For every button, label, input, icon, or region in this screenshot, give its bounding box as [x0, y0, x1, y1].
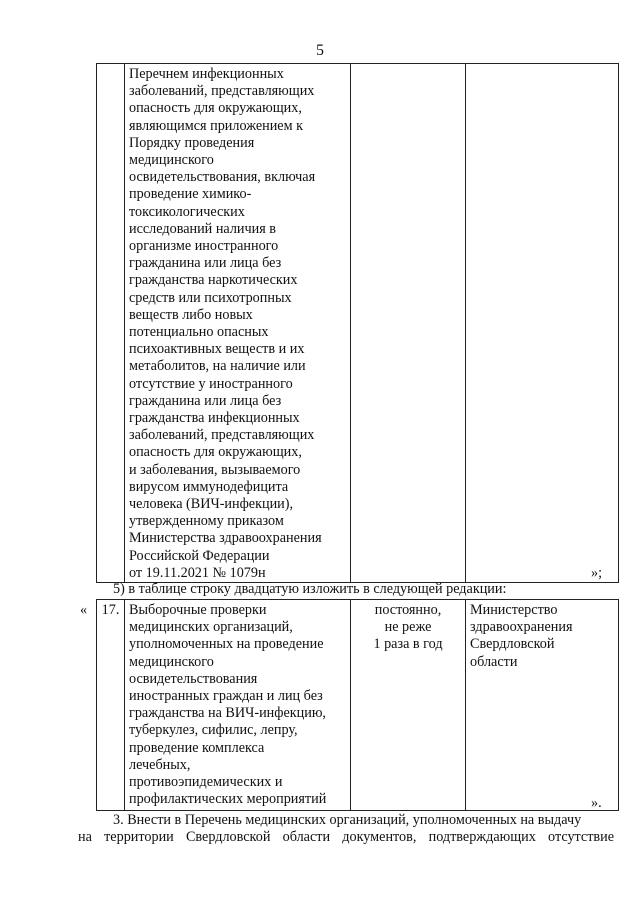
table-cell-description — [125, 64, 351, 583]
text-line: средств или психотропных — [129, 289, 292, 306]
text-line: Министерство — [470, 602, 558, 618]
text-line: опасность для окружающих, — [129, 444, 302, 461]
text-line: противоэпидемических и — [129, 774, 283, 791]
table-cell-responsible — [466, 64, 619, 583]
text-line: Свердловской — [470, 636, 555, 653]
opening-quote: « — [80, 602, 88, 618]
text-line: опасность для окружающих, — [129, 100, 302, 117]
text-line: Министерства здравоохранения — [129, 530, 322, 547]
text-line: профилактических мероприятий — [129, 791, 327, 808]
text-line: гражданства на ВИЧ-инфекцию, — [129, 705, 326, 722]
text-line: метаболитов, на наличие или — [129, 358, 306, 375]
text-line: Российской Федерации — [129, 547, 270, 564]
text-line: уполномоченных на проведение — [129, 636, 324, 653]
text-line: медицинского — [129, 152, 214, 169]
closing-quote: ». — [591, 795, 602, 811]
text-line: постоянно, — [374, 602, 442, 618]
text-line: освидетельствования — [129, 670, 258, 687]
text-line: исследований наличия в — [129, 220, 277, 237]
text-line: гражданства инфекционных — [129, 410, 300, 427]
text-line: не реже — [384, 619, 432, 636]
description-text — [125, 64, 350, 582]
text-line: вирусом иммунодефицита — [129, 478, 289, 495]
text-line: лечебных, — [129, 756, 191, 773]
text-line: Перечнем инфекционных — [129, 66, 284, 82]
text-line: гражданина или лица без — [129, 392, 282, 409]
responsible-text — [466, 600, 618, 671]
description-text — [125, 600, 350, 808]
text-line: организме иностранного — [129, 238, 279, 255]
text-line: утвержденному приказом — [129, 513, 284, 530]
text-line: Порядку проведения — [129, 134, 255, 151]
section-3-line-2: на территории Свердловской области документов, подтверждающих отсутствие — [78, 829, 614, 845]
text-line: Выборочные проверки — [129, 602, 267, 618]
text-line: психоактивных веществ и их — [129, 341, 305, 358]
table-row-17 — [96, 599, 619, 811]
instruction-text: 5) в таблице строку двадцатую изложить в следующей редакции: — [113, 581, 507, 597]
text-line: иностранных граждан и лиц без — [129, 688, 323, 705]
table-cell-period — [351, 600, 466, 811]
table-cell-description — [125, 600, 351, 811]
row-number: 17. — [101, 602, 120, 618]
table-cell-number — [97, 64, 125, 583]
text-line: гражданства наркотических — [129, 272, 298, 289]
closing-quote: »; — [591, 565, 603, 581]
text-line: проведение химико- — [129, 186, 252, 203]
table-cell-responsible — [466, 600, 619, 811]
text-line: от 19.11.2021 № 1079н — [129, 564, 266, 581]
text-line: человека (ВИЧ-инфекции), — [129, 496, 294, 513]
page-number: 5 — [316, 42, 324, 59]
text-line: и заболевания, вызываемого — [129, 461, 301, 478]
table-cell-period — [351, 64, 466, 583]
text-line: области — [470, 653, 518, 670]
text-line: туберкулез, сифилис, лепру, — [129, 722, 298, 739]
text-line: освидетельствования, включая — [129, 169, 316, 186]
period-text — [351, 600, 465, 654]
text-line: медицинских организаций, — [129, 619, 293, 636]
text-line: 1 раза в год — [373, 636, 443, 653]
text-line: заболеваний, представляющих — [129, 83, 315, 100]
text-line: проведение комплекса — [129, 739, 265, 756]
text-line: потенциально опасных — [129, 324, 269, 341]
text-line: являющимся приложением к — [129, 117, 304, 134]
table-continuation — [96, 63, 619, 583]
text-line: здравоохранения — [470, 619, 573, 636]
text-line: медицинского — [129, 653, 214, 670]
text-line: заболеваний, представляющих — [129, 427, 315, 444]
section-3-line-1: 3. Внести в Перечень медицинских организаций, уполномоченных на выдачу — [113, 812, 582, 828]
text-line: гражданина или лица без — [129, 255, 282, 272]
table-cell-number — [97, 600, 125, 811]
text-line: веществ либо новых — [129, 306, 253, 323]
text-line: токсикологических — [129, 203, 245, 220]
text-line: отсутствие у иностранного — [129, 375, 293, 392]
